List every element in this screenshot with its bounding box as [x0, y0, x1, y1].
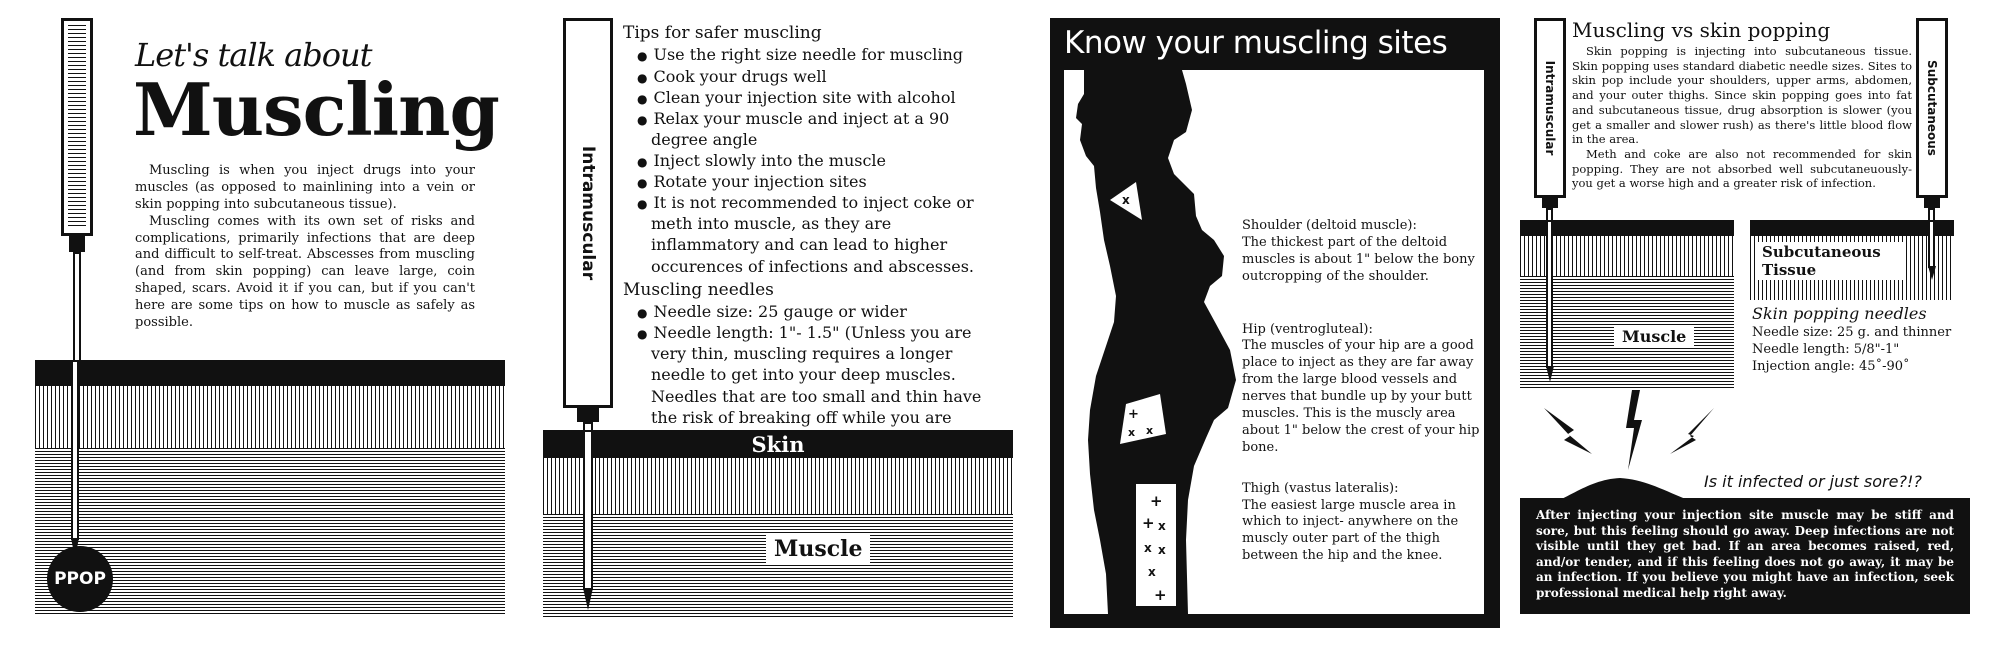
- list-item: ● Needle size: 25 gauge or wider: [637, 301, 1003, 322]
- site-text: The muscles of your hip are a good place to inject as they are far away from the large blood vessels and nerves that bundle up by your butt muscles. This is the muscly area about 1" below the crest of your hip bone.: [1242, 338, 1480, 455]
- skin-layer: [35, 360, 505, 386]
- site-title: Shoulder (deltoid muscle):: [1242, 218, 1417, 233]
- skin-label: Skin: [751, 431, 805, 457]
- svg-text:+: +: [1154, 586, 1167, 604]
- list-item: ● Inject slowly into the muscle: [637, 150, 1003, 171]
- list-item: ● Needle length: 1"- 1.5" (Unless you are very thin, muscling requires a longer needle to get into your deep muscles. Needles that are too small and thin have the risk of breaking off while you are: [637, 322, 1003, 449]
- syringe-label: Intramuscular: [578, 145, 598, 281]
- list-item: ● Use the right size needle for muscling: [637, 44, 1003, 65]
- svg-text:x: x: [1158, 543, 1166, 557]
- svg-text:+: +: [1142, 514, 1155, 532]
- list-item: ● Cook your drugs well: [637, 66, 1003, 87]
- body-silhouette-icon: [1064, 70, 1264, 614]
- site-text: The easiest large muscle area in which to inject- anywhere on the muscly outer part of the thigh between the hip and the knee.: [1242, 497, 1459, 564]
- svg-text:+: +: [1150, 492, 1163, 510]
- pain-lightning-icon: [1534, 390, 1734, 470]
- site-hip: [1242, 322, 1480, 457]
- subcutaneous-diagram: [1750, 220, 1954, 300]
- tips-heading: Tips for safer muscling: [623, 23, 822, 43]
- skin-layer: [543, 430, 1013, 458]
- kicker: Let's talk about: [135, 36, 372, 74]
- svg-text:+: +: [1128, 407, 1139, 422]
- site-descriptions: [1242, 218, 1480, 565]
- list-item: ● Rotate your injection sites: [637, 171, 1003, 192]
- site-shoulder: [1242, 218, 1480, 286]
- svg-text:x: x: [1158, 519, 1166, 533]
- comparison-paragraph: Meth and coke are also not recommended for skin popping. They are not absorbed well subcutaneuously- you get a worse high and a greater risk of infection.: [1572, 147, 1912, 191]
- list-item: ● It is not recommended to inject coke or meth into muscle, as they are inflammatory and can lead to higher occurences of infections and abscesses.: [637, 192, 1003, 276]
- needles-heading: Muscling needles: [623, 279, 774, 300]
- syringe-label: Subcutaneous: [1925, 60, 1939, 156]
- svg-text:x: x: [1146, 424, 1154, 437]
- skin-pop-needles: [1752, 304, 1970, 375]
- panel-sites: [1050, 18, 1500, 628]
- comparison-text: [1572, 44, 1912, 191]
- subcutaneous-label: Subcutaneous Tissue: [1756, 242, 1906, 280]
- intro-paragraph: Muscling comes with its own set of risks and complications, primarily infections that are deep and difficult to self-treat. Abscesses from muscling (and from skin popping) can leave large, coin shaped, scars. Avoid it if you can, but if you can't here are some tips on how to muscle as safely as possible.: [135, 213, 475, 331]
- muscle-layer: [543, 514, 1013, 618]
- list-item: Needle size: 25 g. and thinner: [1752, 324, 1952, 340]
- svg-text:x: x: [1128, 426, 1136, 439]
- svg-text:x: x: [1144, 541, 1152, 555]
- fat-layer: [35, 386, 505, 448]
- page-title: Muscling: [133, 67, 499, 152]
- logo-text: PPOP: [54, 569, 106, 589]
- panel-title: Know your muscling sites: [1064, 25, 1448, 61]
- infection-box: [1520, 498, 1970, 614]
- intro-paragraph: Muscling is when you inject drugs into your muscles (as opposed to mainlining into a vein or skin popping into subcutaneous tissue).: [135, 163, 475, 212]
- site-title: Thigh (vastus lateralis):: [1242, 480, 1399, 496]
- site-thigh: [1242, 481, 1480, 565]
- infection-text: After injecting your injection site muscle may be stiff and sore, but this feeling should go away. Deep infections are not visible until they get bad. If an area becomes raised, red, and/or tender, and if this feeling does not go away, it may be an infection. If you believe you might have an infection, seek professional medical help right away.: [1536, 508, 1954, 600]
- muscle-label: Muscle: [1614, 326, 1694, 347]
- list-item: Injection angle: 45˚-90˚: [1752, 358, 1910, 374]
- svg-text:x: x: [1148, 565, 1156, 579]
- site-title: Hip (ventrogluteal):: [1242, 321, 1373, 337]
- fat-layer: [543, 458, 1013, 514]
- list-item: ● Relax your muscle and inject at a 90 degree angle: [637, 108, 1003, 150]
- needles-list: [637, 301, 1003, 449]
- list-item: ● Clean your injection site with alcohol: [637, 87, 1003, 108]
- tips-section: [623, 22, 1003, 449]
- needles-heading: Skin popping needles: [1752, 304, 1927, 323]
- panel-intro: [35, 18, 505, 628]
- infection-question: Is it infected or just sore?!?: [1704, 472, 1922, 491]
- list-item: Needle length: 5/8"-1": [1752, 341, 1900, 357]
- tips-list: [637, 44, 1003, 276]
- syringe-label: Intramuscular: [1543, 60, 1557, 156]
- svg-text:x: x: [1122, 193, 1130, 207]
- panel-tips: [543, 18, 1013, 628]
- ppop-logo: [47, 546, 113, 612]
- comparison-paragraph: Skin popping is injecting into subcutaneous tissue. Skin popping uses standard diabetic needle sizes. Sites to skin pop include your shoulders, upper arms, abdomen, and your outer thighs. Since skin popping goes into fat and subcutaneous tissue, drug absorption is slower (you get a smaller and slower rush) as there's little blood flow in the area.: [1572, 44, 1912, 147]
- panel-skin-popping: [1520, 18, 1970, 628]
- intro-text: [135, 163, 475, 332]
- section-heading: Muscling vs skin popping: [1572, 18, 1831, 42]
- site-text: The thickest part of the deltoid muscles is about 1" below the bony outcropping of the shoulder.: [1242, 234, 1475, 284]
- muscle-label: Muscle: [766, 534, 870, 564]
